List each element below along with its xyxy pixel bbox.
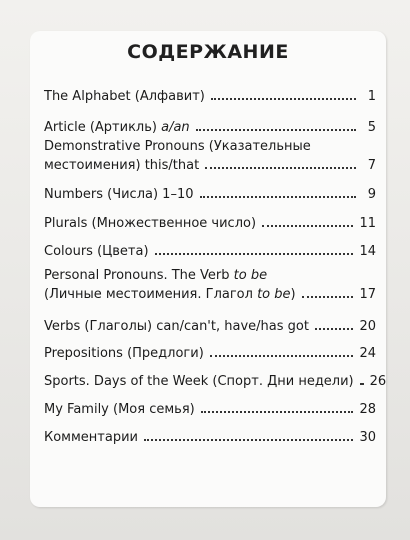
toc-entry-text: Colours (Цвета) (44, 244, 149, 259)
toc-entry-page: 1 (367, 89, 376, 104)
toc-entry-text: Plurals (Множественное число) (44, 216, 257, 231)
toc-entry[interactable] (44, 137, 376, 175)
toc-entry-page: 24 (359, 346, 376, 361)
toc-entry-text: My Family (Моя семья) (44, 402, 195, 417)
toc-entry-text: Verbs (Глаголы) can/can't, have/has got (44, 319, 309, 334)
dot-leader (200, 196, 357, 198)
toc-entry-page: 28 (359, 402, 376, 417)
toc-entry-page: 14 (359, 244, 376, 259)
toc-entry-page: 5 (367, 120, 376, 135)
toc-entry[interactable] (44, 400, 376, 419)
toc-entry-page: 11 (359, 216, 376, 231)
toc-entry[interactable] (44, 214, 376, 233)
dot-leader (205, 167, 356, 169)
toc-entry-text: Комментарии (44, 430, 138, 445)
toc-entry-text: (Личные местоимения. Глагол to be) (44, 287, 296, 302)
toc-entry-page: 20 (359, 319, 376, 334)
dot-leader (360, 383, 364, 385)
toc-entry[interactable] (44, 428, 376, 447)
toc-entry-text: Sports. Days of the Week (Спорт. Дни недели) (44, 374, 354, 389)
toc-entry-text-line1: Personal Pronouns. The Verb to be (44, 268, 268, 283)
toc-entry[interactable] (44, 87, 376, 106)
toc-entry-text: Article (Артикль) a/an (44, 120, 190, 135)
dot-leader (144, 439, 353, 441)
dot-leader (201, 411, 354, 413)
toc-entry-page: 17 (359, 287, 376, 302)
toc-entry[interactable] (44, 266, 376, 304)
toc-entry[interactable] (44, 185, 376, 204)
toc-entry-text: Numbers (Числа) 1–10 (44, 187, 194, 202)
dot-leader (155, 253, 354, 255)
toc-entry[interactable] (44, 344, 376, 363)
dot-leader (262, 225, 353, 227)
toc-entry[interactable] (44, 118, 376, 137)
table-of-contents-panel (30, 31, 386, 507)
toc-entry-text-line1: Demonstrative Pronouns (Указательные (44, 139, 311, 154)
toc-entry[interactable] (44, 242, 376, 261)
toc-entry-page: 26 (369, 374, 387, 389)
toc-entry-page: 7 (367, 158, 376, 173)
dot-leader (196, 129, 356, 131)
toc-entry[interactable] (44, 372, 387, 391)
toc-entry-page: 30 (359, 430, 376, 445)
toc-entry-text: The Alphabet (Алфавит) (44, 89, 205, 104)
toc-entry[interactable] (44, 317, 376, 336)
dot-leader (302, 296, 354, 298)
toc-entry-text: местоимения) this/that (44, 158, 200, 173)
dot-leader (210, 355, 354, 357)
dot-leader (211, 98, 356, 100)
toc-entry-text: Prepositions (Предлоги) (44, 346, 204, 361)
dot-leader (315, 328, 354, 330)
toc-title: СОДЕРЖАНИЕ (127, 41, 289, 63)
toc-entry-page: 9 (367, 187, 376, 202)
